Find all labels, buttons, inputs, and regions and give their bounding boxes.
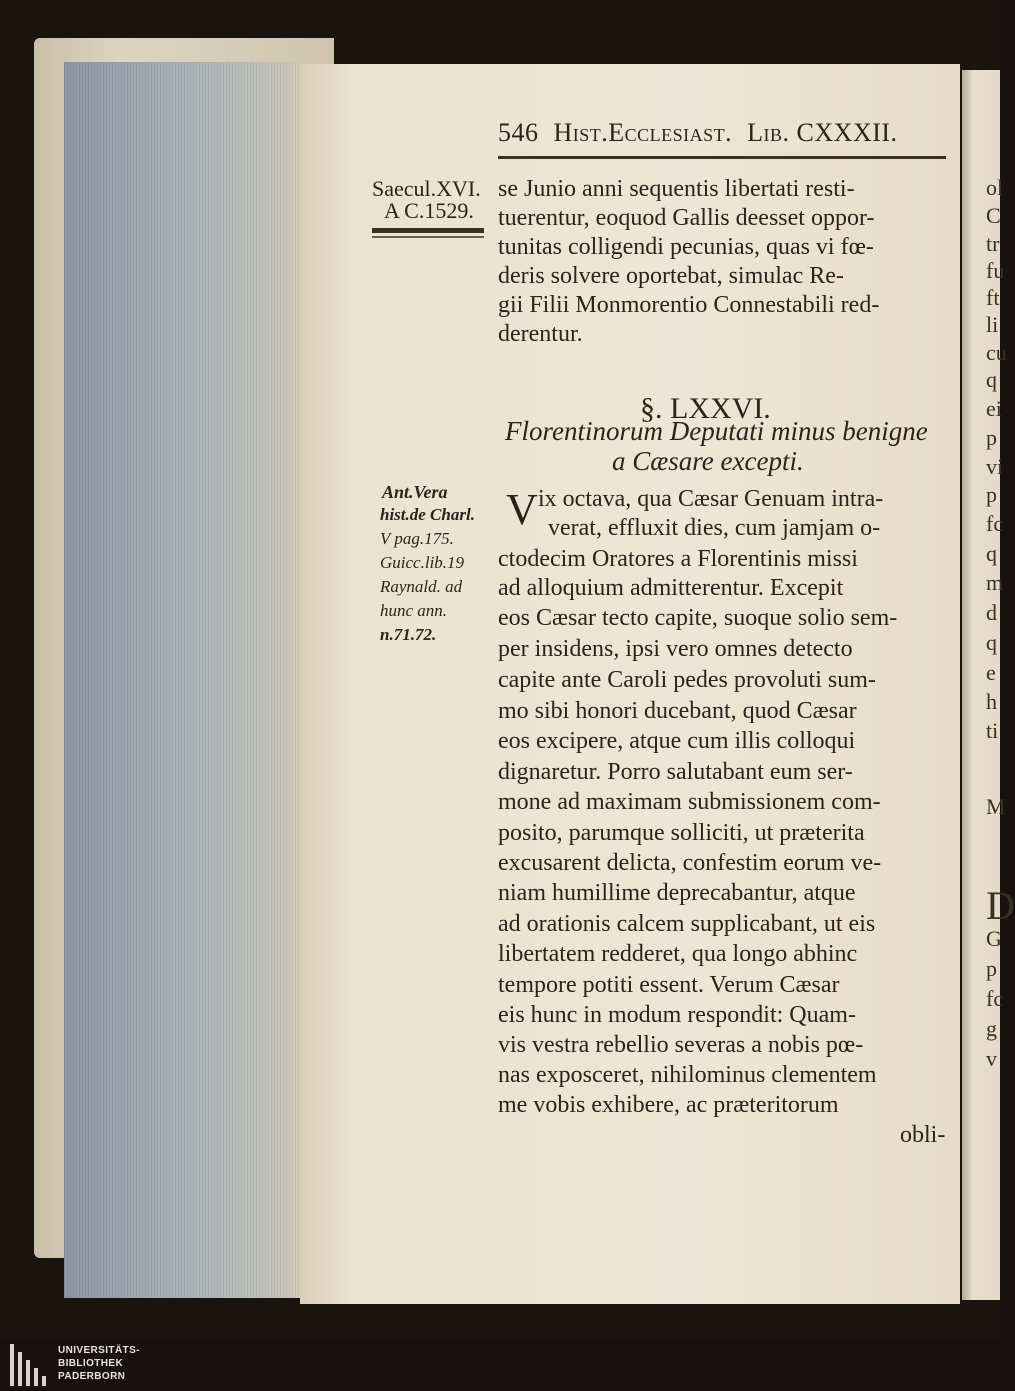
margin-year: A C.1529. bbox=[384, 198, 474, 223]
next-page-fragment: e bbox=[986, 660, 996, 685]
margin-reference: Ant.Vera bbox=[382, 482, 448, 502]
text-line: ad alloquium admitterentur. Excepit bbox=[498, 575, 844, 601]
library-logo-icon bbox=[10, 1344, 50, 1386]
section-heading: Florentinorum Deputati minus benigne bbox=[505, 416, 928, 446]
next-page-edge bbox=[962, 70, 1015, 1300]
running-head-rule bbox=[498, 156, 946, 159]
next-page-fragment: vi bbox=[986, 454, 1004, 479]
text-line: tuerentur, eoquod Gallis deesset oppor- bbox=[498, 205, 875, 231]
logo-line: PADERBORN bbox=[58, 1371, 126, 1382]
text-line: per insidens, ipsi vero omnes detecto bbox=[498, 636, 853, 662]
drop-cap: V bbox=[506, 485, 538, 534]
next-page-fragment: v bbox=[986, 1046, 997, 1071]
next-page-fragment: p bbox=[986, 956, 997, 981]
library-logo-text bbox=[58, 1344, 140, 1383]
text-line: capite ante Caroli pedes provoluti sum- bbox=[498, 667, 876, 693]
margin-reference: V pag.175. bbox=[380, 529, 454, 548]
next-page-fragment: li bbox=[986, 312, 999, 337]
next-page-fragment: D bbox=[986, 883, 1015, 928]
text-line: derentur. bbox=[498, 321, 583, 347]
text-line: mo sibi honori ducebant, quod Cæsar bbox=[498, 698, 857, 724]
text-line: mone ad maximam submissionem com- bbox=[498, 789, 881, 815]
text-line: ctodecim Oratores a Florentinis missi bbox=[498, 546, 858, 572]
page-edges bbox=[64, 62, 304, 1298]
margin-reference: Raynald. ad bbox=[380, 577, 463, 596]
next-page-fragment: q bbox=[986, 630, 997, 655]
next-page-fragment: cu bbox=[986, 340, 1007, 365]
text-line: eos Cæsar tecto capite, suoque solio sem- bbox=[498, 605, 898, 631]
next-page-fragment: ol bbox=[986, 175, 1004, 200]
text-line: tunitas colligendi pecunias, quas vi fœ- bbox=[498, 234, 874, 260]
next-page-fragment: C bbox=[986, 203, 1001, 228]
text-line: deris solvere oportebat, simulac Re- bbox=[498, 263, 844, 289]
text-line: posito, parumque solliciti, ut præterita bbox=[498, 820, 865, 846]
next-page-fragment: ti bbox=[986, 718, 999, 743]
section-number: §. LXXVI. bbox=[640, 392, 771, 425]
text-line: vis vestra rebellio severas a nobis pœ- bbox=[498, 1032, 864, 1058]
catchword: obli- bbox=[900, 1122, 946, 1148]
margin-reference: hist.de Charl. bbox=[380, 505, 475, 524]
next-page-fragment: G bbox=[986, 926, 1002, 951]
text-line: verat, effluxit dies, cum jamjam o- bbox=[548, 515, 881, 541]
next-page-fragment: fc bbox=[986, 986, 1004, 1011]
logo-line: BIBLIOTHEK bbox=[58, 1358, 124, 1369]
running-head bbox=[498, 118, 946, 148]
text-line: ad orationis calcem supplicabant, ut eis bbox=[498, 911, 876, 937]
text-line: me vobis exhibere, ac præteritorum bbox=[498, 1092, 839, 1118]
next-page-fragment: fu bbox=[986, 258, 1005, 283]
margin-century: Saecul.XVI. bbox=[372, 176, 481, 201]
text-line: gii Filii Monmorentio Connestabili red- bbox=[498, 292, 880, 318]
next-page-fragment: m bbox=[986, 570, 1004, 595]
next-page-fragment: ft bbox=[986, 285, 1000, 310]
text-line: eos excipere, atque cum illis colloqui bbox=[498, 728, 856, 754]
page-number: 546 bbox=[498, 118, 539, 147]
next-page-fragment: h bbox=[986, 689, 997, 714]
running-title: Hist.Ecclesiast. bbox=[553, 118, 733, 147]
margin-reference: hunc ann. bbox=[380, 601, 448, 620]
next-page-fragment: q bbox=[986, 541, 997, 566]
section-heading: a Cæsare excepti. bbox=[612, 446, 804, 476]
next-page-fragment: p bbox=[986, 482, 997, 507]
next-page-fragment: M bbox=[986, 794, 1006, 819]
margin-reference: Guicc.lib.19 bbox=[380, 553, 465, 572]
margin-rule-thin bbox=[372, 236, 484, 238]
text-line: ix octava, qua Cæsar Genuam intra- bbox=[538, 486, 884, 512]
margin-reference: n.71.72. bbox=[380, 625, 437, 644]
margin-rule bbox=[372, 228, 484, 233]
text-line: niam humillime deprecabantur, atque bbox=[498, 880, 856, 906]
next-page-fragment: fc bbox=[986, 511, 1004, 536]
library-footer bbox=[0, 1340, 1000, 1391]
text-line: eis hunc in modum respondit: Quam- bbox=[498, 1002, 856, 1028]
next-page-fragment: ei bbox=[986, 396, 1002, 421]
logo-line: UNIVERSITÄTS- bbox=[58, 1345, 140, 1356]
text-line: excusarent delicta, confestim eorum ve- bbox=[498, 850, 882, 876]
text-line: se Junio anni sequentis libertati resti- bbox=[498, 176, 855, 202]
next-page-fragment: g bbox=[986, 1016, 997, 1041]
text-line: tempore potiti essent. Verum Cæsar bbox=[498, 972, 840, 998]
text-line: dignaretur. Porro salutabant eum ser- bbox=[498, 759, 853, 785]
text-line: libertatem redderet, qua longo abhinc bbox=[498, 941, 858, 967]
book-number: Lib. CXXXII. bbox=[747, 118, 898, 147]
text-line: nas exposceret, nihilominus clementem bbox=[498, 1062, 877, 1088]
next-page-fragment: tr bbox=[986, 231, 1000, 256]
next-page-fragment: q bbox=[986, 367, 997, 392]
next-page-fragment: p bbox=[986, 425, 997, 450]
next-page-fragment: d bbox=[986, 600, 997, 625]
